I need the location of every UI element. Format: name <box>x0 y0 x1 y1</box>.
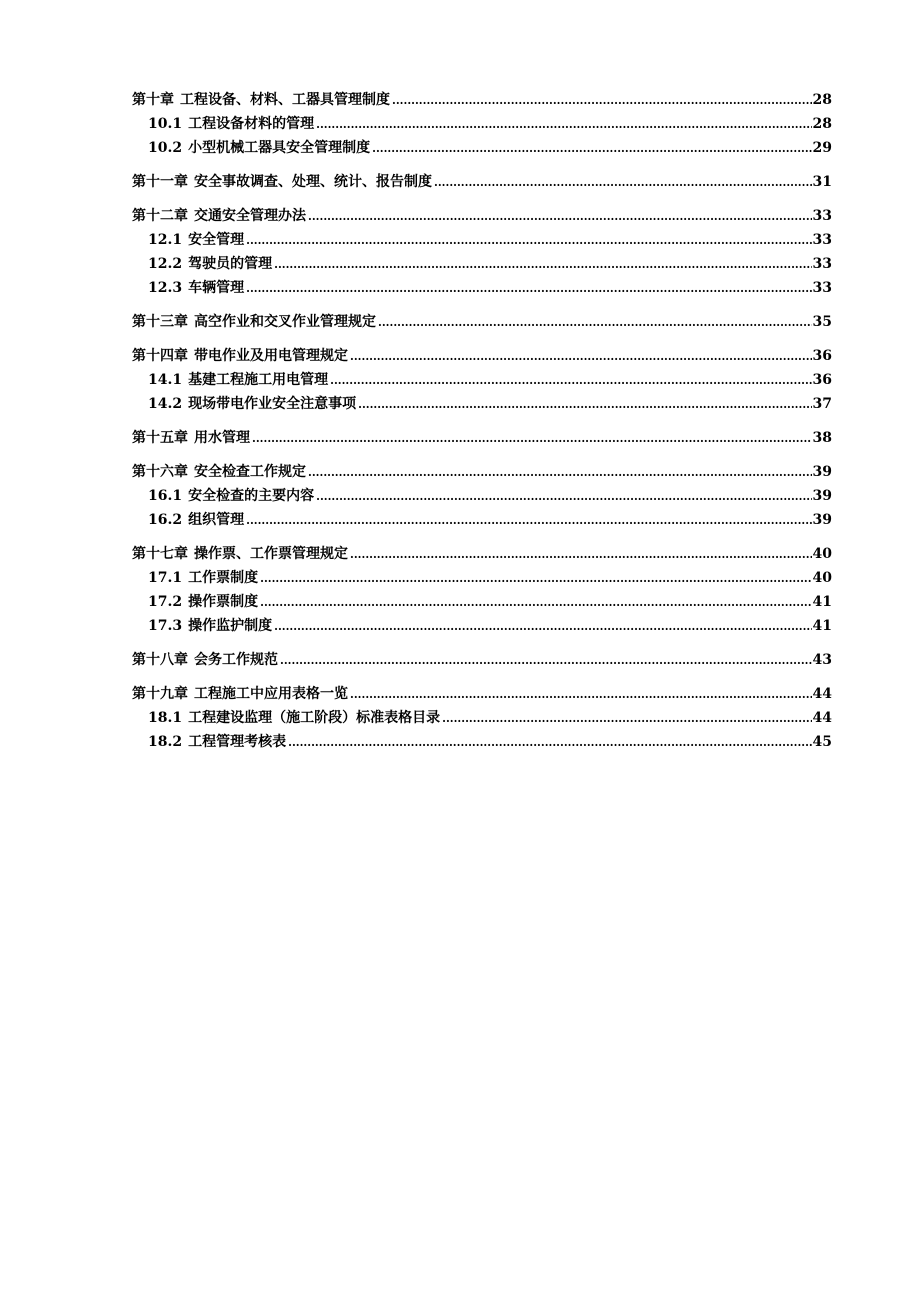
toc-entry-section-18-1[interactable] <box>132 706 832 730</box>
dot-leader <box>358 392 811 417</box>
toc-entry-title: 组织管理 <box>188 512 245 528</box>
toc-entry-title: 安全检查的主要内容 <box>188 488 315 504</box>
toc-entry-chapter-15[interactable] <box>132 426 832 450</box>
toc-entry-chapter-16[interactable] <box>132 460 832 484</box>
toc-entry-chapter-10[interactable] <box>132 88 832 112</box>
toc-entry-number: 18.1 <box>148 710 183 726</box>
toc-entry-title: 操作票制度 <box>188 594 259 610</box>
dot-leader <box>288 730 811 755</box>
toc-entry-number: 第十二章 <box>132 208 188 224</box>
toc-entry-number: 16.1 <box>148 488 183 504</box>
toc-entry-chapter-18[interactable] <box>132 648 832 672</box>
toc-entry-title: 工作票制度 <box>188 570 259 586</box>
dot-leader <box>350 682 812 707</box>
toc-entry-page: 29 <box>812 140 832 156</box>
dot-leader <box>350 542 812 567</box>
toc-entry-page: 28 <box>812 116 832 132</box>
toc-entry-section-12-1[interactable] <box>132 228 832 252</box>
toc-entry-page: 44 <box>812 710 832 726</box>
toc-entry-page: 41 <box>812 594 832 610</box>
dot-leader <box>350 344 812 369</box>
toc-entry-number: 17.1 <box>148 570 183 586</box>
toc-entry-section-12-3[interactable] <box>132 276 832 300</box>
toc-entry-page: 41 <box>812 618 832 634</box>
toc-entry-section-14-2[interactable] <box>132 392 832 416</box>
toc-entry-section-17-2[interactable] <box>132 590 832 614</box>
toc-entry-number: 第十七章 <box>132 546 188 562</box>
dot-leader <box>260 566 811 591</box>
toc-entry-section-16-2[interactable] <box>132 508 832 532</box>
toc-entry-number: 第十章 <box>132 92 174 108</box>
toc-entry-chapter-13[interactable] <box>132 310 832 334</box>
toc-entry-page: 40 <box>812 546 832 562</box>
dot-leader <box>392 88 812 113</box>
toc-entry-title: 车辆管理 <box>188 280 245 296</box>
dot-leader <box>280 648 812 673</box>
toc-entry-number: 第十四章 <box>132 348 188 364</box>
toc-entry-section-10-2[interactable] <box>132 136 832 160</box>
toc-entry-title: 驾驶员的管理 <box>188 256 273 272</box>
dot-leader <box>316 112 811 137</box>
toc-entry-page: 45 <box>812 734 832 750</box>
toc-entry-title: 安全检查工作规定 <box>194 464 306 480</box>
toc-entry-page: 35 <box>812 314 832 330</box>
toc-entry-title: 工程建设监理（施工阶段）标准表格目录 <box>188 710 441 726</box>
dot-leader <box>274 252 811 277</box>
toc-entry-section-17-3[interactable] <box>132 614 832 638</box>
dot-leader <box>308 460 812 485</box>
toc-entry-page: 28 <box>812 92 832 108</box>
toc-entry-page: 39 <box>812 512 832 528</box>
toc-entry-title: 操作票、工作票管理规定 <box>194 546 348 562</box>
toc-entry-page: 33 <box>812 208 832 224</box>
toc-entry-title: 基建工程施工用电管理 <box>188 372 329 388</box>
toc-entry-page: 36 <box>812 348 832 364</box>
toc-entry-number: 第十八章 <box>132 652 188 668</box>
toc-entry-page: 33 <box>812 256 832 272</box>
toc-entry-page: 44 <box>812 686 832 702</box>
toc-entry-number: 第十一章 <box>132 174 188 190</box>
toc-entry-title: 带电作业及用电管理规定 <box>194 348 348 364</box>
toc-entry-page: 37 <box>812 396 832 412</box>
toc-entry-title: 小型机械工器具安全管理制度 <box>188 140 371 156</box>
toc-entry-page: 39 <box>812 488 832 504</box>
toc-entry-page: 36 <box>812 372 832 388</box>
toc-entry-number: 第十六章 <box>132 464 188 480</box>
toc-entry-section-12-2[interactable] <box>132 252 832 276</box>
toc-entry-title: 安全事故调查、处理、统计、报告制度 <box>194 174 432 190</box>
toc-entry-page: 33 <box>812 280 832 296</box>
toc-entry-number: 第十九章 <box>132 686 188 702</box>
toc-entry-page: 43 <box>812 652 832 668</box>
toc-entry-number: 17.2 <box>148 594 183 610</box>
toc-entry-chapter-14[interactable] <box>132 344 832 368</box>
toc-entry-number: 第十五章 <box>132 430 188 446</box>
dot-leader <box>308 204 812 229</box>
toc-entry-number: 14.2 <box>148 396 183 412</box>
toc-entry-number: 12.3 <box>148 280 183 296</box>
toc-entry-title: 工程管理考核表 <box>188 734 287 750</box>
dot-leader <box>246 228 811 253</box>
toc-entry-title: 工程设备、材料、工器具管理制度 <box>180 92 390 108</box>
toc-entry-title: 操作监护制度 <box>188 618 273 634</box>
dot-leader <box>246 276 811 301</box>
toc-entry-chapter-19[interactable] <box>132 682 832 706</box>
dot-leader <box>246 508 811 533</box>
toc-entry-chapter-17[interactable] <box>132 542 832 566</box>
dot-leader <box>260 590 811 615</box>
toc-entry-page: 39 <box>812 464 832 480</box>
dot-leader <box>316 484 811 509</box>
dot-leader <box>372 136 811 161</box>
toc-entry-section-14-1[interactable] <box>132 368 832 392</box>
dot-leader <box>330 368 811 393</box>
toc-entry-number: 12.1 <box>148 232 183 248</box>
toc-entry-title: 工程施工中应用表格一览 <box>194 686 348 702</box>
toc-entry-number: 14.1 <box>148 372 183 388</box>
toc-entry-number: 16.2 <box>148 512 183 528</box>
dot-leader <box>274 614 811 639</box>
toc-entry-title: 现场带电作业安全注意事项 <box>188 396 357 412</box>
table-of-contents <box>132 88 832 754</box>
toc-entry-page: 40 <box>812 570 832 586</box>
dot-leader <box>442 706 811 731</box>
toc-entry-number: 18.2 <box>148 734 183 750</box>
toc-entry-title: 安全管理 <box>188 232 245 248</box>
toc-entry-number: 10.1 <box>148 116 183 132</box>
toc-entry-page: 31 <box>812 174 832 190</box>
dot-leader <box>434 170 812 195</box>
toc-entry-title: 高空作业和交叉作业管理规定 <box>194 314 376 330</box>
toc-entry-title: 工程设备材料的管理 <box>188 116 315 132</box>
dot-leader <box>378 310 812 335</box>
toc-entry-number: 第十三章 <box>132 314 188 330</box>
toc-entry-title: 用水管理 <box>194 430 250 446</box>
toc-entry-page: 33 <box>812 232 832 248</box>
toc-entry-page: 38 <box>812 430 832 446</box>
toc-entry-section-17-1[interactable] <box>132 566 832 590</box>
toc-entry-section-18-2[interactable] <box>132 730 832 754</box>
toc-entry-title: 会务工作规范 <box>194 652 278 668</box>
toc-entry-section-16-1[interactable] <box>132 484 832 508</box>
toc-entry-section-10-1[interactable] <box>132 112 832 136</box>
dot-leader <box>252 426 812 451</box>
toc-entry-chapter-12[interactable] <box>132 204 832 228</box>
toc-entry-number: 17.3 <box>148 618 183 634</box>
toc-entry-chapter-11[interactable] <box>132 170 832 194</box>
toc-entry-title: 交通安全管理办法 <box>194 208 306 224</box>
toc-entry-number: 10.2 <box>148 140 183 156</box>
toc-entry-number: 12.2 <box>148 256 183 272</box>
